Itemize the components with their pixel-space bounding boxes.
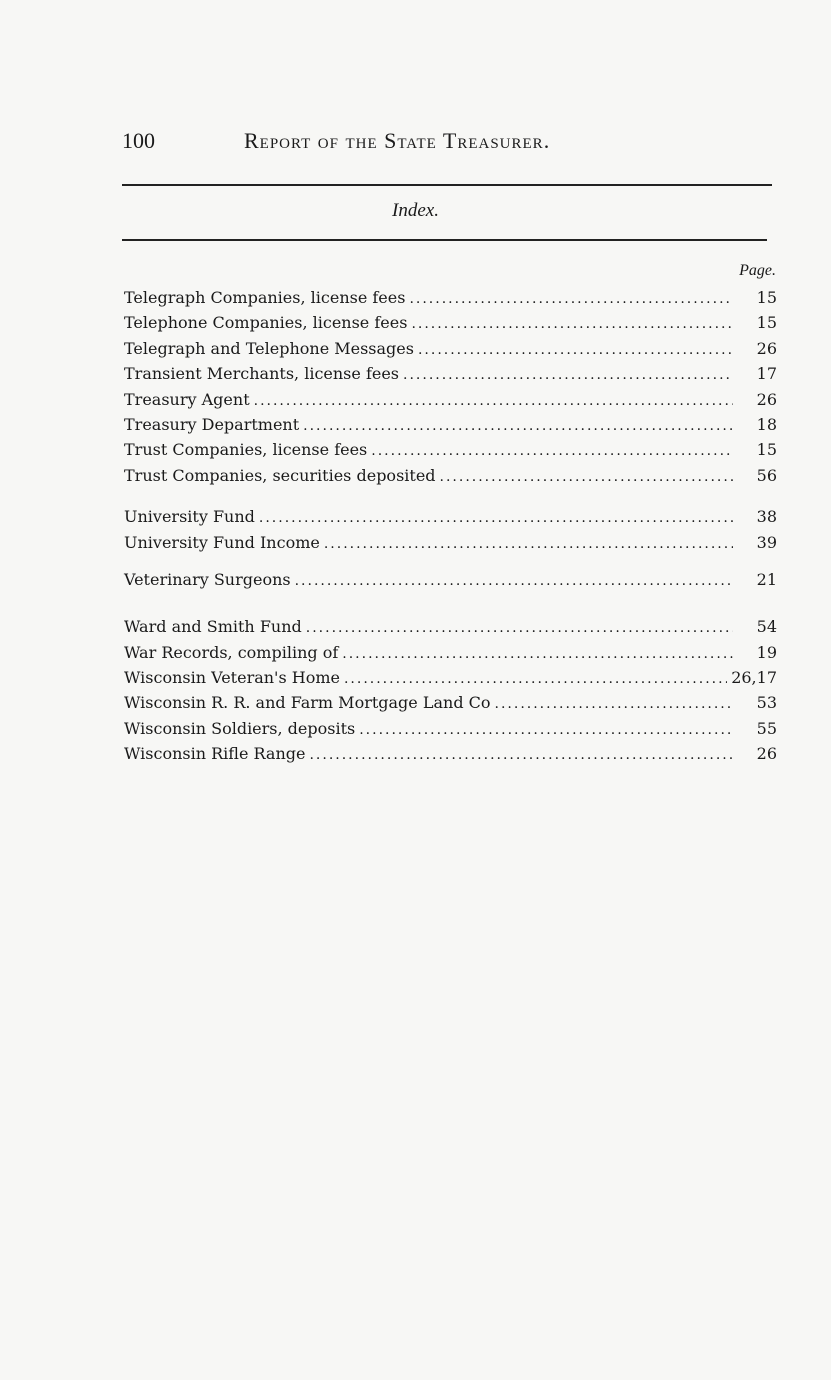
dot-leader [403, 367, 733, 383]
running-head: Report of the State Treasurer. [244, 128, 551, 153]
entry-page: 18 [756, 414, 777, 434]
dot-leader [359, 722, 733, 738]
dot-leader [371, 443, 733, 459]
entry-label: Wisconsin R. R. and Farm Mortgage Land Co [124, 693, 491, 713]
index-entry [124, 693, 777, 718]
dot-leader [324, 536, 733, 552]
entry-page: 15 [756, 440, 777, 460]
dot-leader [342, 646, 733, 662]
index-entries [124, 288, 777, 770]
entry-label: Wisconsin Rifle Range [124, 744, 306, 764]
entry-label: Veterinary Surgeons [124, 569, 291, 589]
entry-label: Telephone Companies, license fees [124, 313, 408, 333]
index-entry [124, 719, 777, 744]
entry-page: 55 [756, 718, 777, 738]
index-entry [124, 507, 777, 532]
entry-page: 21 [756, 569, 777, 589]
dot-leader [295, 573, 733, 589]
dot-leader [411, 316, 733, 332]
entry-page: 26 [756, 744, 777, 764]
entry-label: Ward and Smith Fund [124, 617, 302, 637]
entry-page: 26 [756, 389, 777, 409]
entry-label: Telegraph Companies, license fees [124, 288, 406, 307]
index-entry [124, 440, 777, 465]
entry-page: 17 [756, 364, 777, 384]
entry-page: 54 [756, 617, 777, 637]
index-entry [124, 415, 777, 440]
entry-page: 15 [756, 313, 777, 333]
index-entry [124, 364, 777, 389]
entry-label: Transient Merchants, license fees [124, 364, 400, 384]
index-entry [124, 339, 777, 364]
dot-leader [306, 620, 733, 636]
index-entry [124, 668, 777, 693]
index-entry [124, 313, 777, 338]
index-entry [124, 617, 777, 642]
page-column-label: Page. [739, 262, 776, 279]
section-heading: Index. [392, 200, 439, 221]
entry-page: 26,17 [731, 668, 777, 688]
entry-label: University Fund Income [124, 532, 320, 552]
index-entry [124, 533, 777, 558]
entry-page: 19 [756, 642, 777, 662]
page-number: 100 [122, 128, 155, 153]
entry-label: Trust Companies, license fees [124, 440, 368, 460]
entry-page: 38 [756, 507, 777, 527]
entry-label: Treasury Agent [124, 389, 250, 409]
entry-page: 39 [756, 532, 777, 552]
dot-leader [440, 469, 733, 485]
entry-label: Wisconsin Veteran's Home [124, 668, 340, 688]
dot-leader [303, 418, 733, 434]
dot-leader [409, 291, 733, 307]
dot-leader [495, 696, 733, 712]
entry-page: 15 [756, 288, 777, 307]
entry-label: Telegraph and Telephone Messages [124, 338, 414, 358]
dot-leader [259, 510, 733, 526]
entry-label: War Records, compiling of [124, 642, 339, 662]
dot-leader [418, 342, 733, 358]
entry-label: Trust Companies, securities deposited [124, 465, 436, 485]
entry-label: University Fund [124, 507, 255, 527]
dot-leader [309, 747, 733, 763]
index-entry [124, 466, 777, 491]
index-entry [124, 288, 777, 313]
entry-label: Wisconsin Soldiers, deposits [124, 718, 356, 738]
entry-label: Treasury Department [124, 414, 300, 434]
index-entry [124, 570, 777, 595]
index-entry [124, 744, 777, 769]
top-rule [122, 184, 772, 186]
entry-page: 26 [756, 338, 777, 358]
dot-leader [254, 393, 733, 409]
index-entry [124, 643, 777, 668]
entry-page: 56 [756, 465, 777, 485]
bottom-rule [122, 239, 767, 241]
index-entry [124, 390, 777, 415]
entry-page: 53 [756, 693, 777, 713]
dot-leader [344, 671, 727, 687]
